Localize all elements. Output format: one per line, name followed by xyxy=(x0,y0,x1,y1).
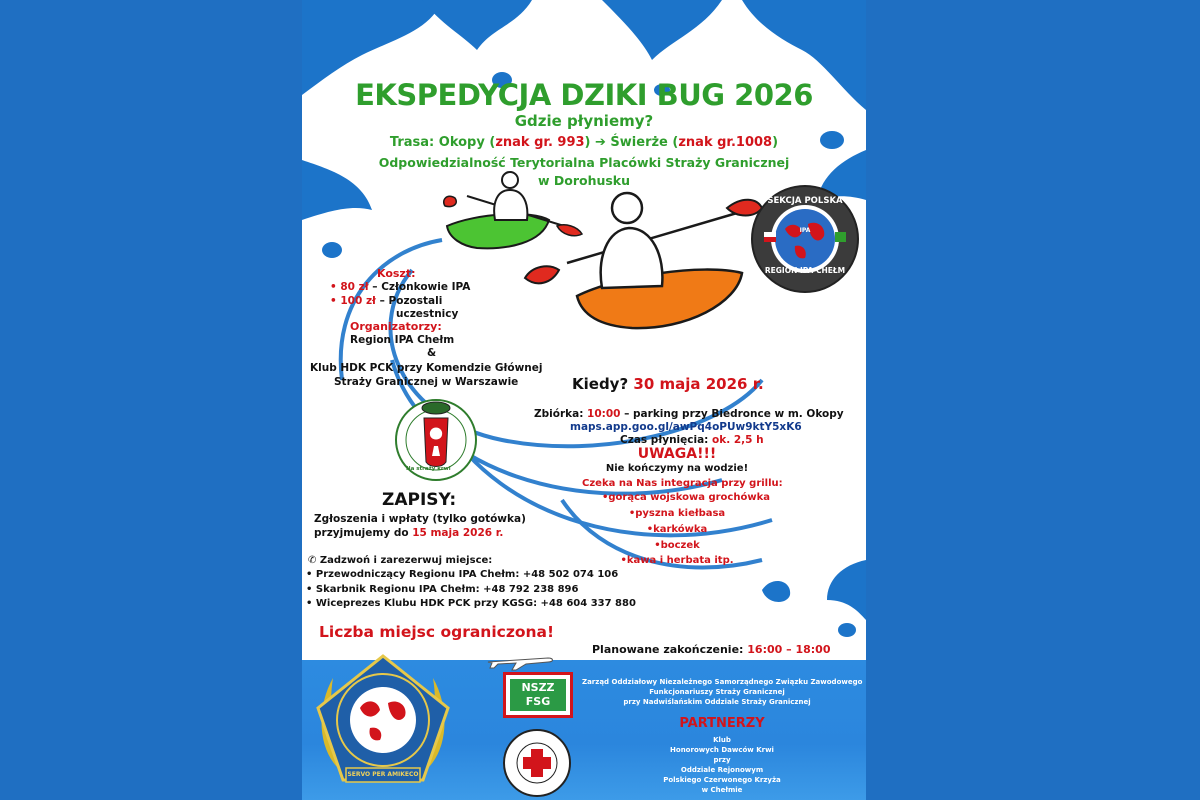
maps-link[interactable]: maps.app.goo.gl/awPq4oPUw9ktY5xK6 xyxy=(570,421,802,433)
cost-members-text: – Członkowie IPA xyxy=(368,281,471,293)
warning-line1: Nie kończymy na wodzie! xyxy=(605,463,749,474)
club-line: Klub xyxy=(713,736,731,744)
club-line: Polskiego Czerwonego Krzyża xyxy=(663,776,781,784)
when-label: Kiedy? xyxy=(572,375,629,393)
union-line1: Zarząd Oddziałowy Niezależnego Samorządnego Związku Zawodowego xyxy=(582,678,863,686)
grill-item: •kawa i herbata itp. xyxy=(620,555,734,566)
meeting-place: – parking przy Biedronce w m. Okopy xyxy=(624,408,844,420)
ipa-emblem-motto: SERVO PER AMIKECO xyxy=(347,771,419,778)
partners-heading: PARTNERZY xyxy=(679,716,765,731)
route-prefix: Trasa: Okopy ( xyxy=(389,135,496,150)
cost-item-members: • 80 zł – Członkowie IPA xyxy=(330,281,471,293)
route-middle: ) ➔ Świerże ( xyxy=(584,135,679,150)
union-line2: Funkcjonariuszy Straży Granicznej xyxy=(649,688,785,696)
route-sign1-label: znak gr. xyxy=(495,135,558,150)
end-time-line xyxy=(592,643,830,656)
event-date: 30 maja 2026 r. xyxy=(633,375,764,393)
event-title: EKSPEDYCJA DZIKI BUG 2026 xyxy=(355,78,813,112)
contacts-heading: Zadzwoń i zarezerwuj miejsce: xyxy=(319,555,493,566)
signup-heading: ZAPISY: xyxy=(382,490,457,510)
end-time-label: Planowane zakończenie: xyxy=(592,643,744,656)
organizer-hdk-line2: Straży Granicznej w Warszawie xyxy=(334,376,519,388)
union-line3: przy Nadwiślańskim Oddziale Straży Granicznej xyxy=(623,698,811,706)
club-line: Oddziale Rejonowym xyxy=(680,766,764,774)
end-time-value: 16:00 – 18:00 xyxy=(747,643,831,656)
cost-others-text2: uczestnicy xyxy=(396,308,459,320)
cost-others-price: 100 zł xyxy=(340,295,376,307)
grill-item: •boczek xyxy=(654,540,700,551)
organizers-heading: Organizatorzy: xyxy=(350,320,442,333)
cost-members-price: 80 zł xyxy=(340,281,369,293)
route-sign2-number: 1008 xyxy=(735,135,773,150)
signup-deadline: 15 maja 2026 r. xyxy=(412,527,504,539)
meeting-time: 10:00 xyxy=(587,408,621,420)
ipa-badge-top-text: SEKCJA POLSKA xyxy=(767,196,843,206)
contact-item: • Wiceprezes Klubu HDK PCK przy KGSG: +48 604 337 880 xyxy=(306,598,636,609)
grill-item: •gorąca wojskowa grochówka xyxy=(602,492,770,503)
limited-places-notice: Liczba miejsc ograniczona! xyxy=(319,623,555,641)
red-cross-logo xyxy=(502,728,572,798)
ipa-badge-center-text: IPA xyxy=(799,227,811,234)
duration-value: ok. 2,5 h xyxy=(712,434,764,446)
ipa-emblem xyxy=(308,648,458,788)
warning-heading: UWAGA!!! xyxy=(637,446,717,462)
signup-line2-prefix: przyjmujemy do xyxy=(314,527,413,539)
event-subtitle: Gdzie płyniemy? xyxy=(514,112,654,130)
nszz-label: NSZZ xyxy=(521,681,555,694)
organizer-hdk-line1: Klub HDK PCK przy Komendzie Głównej xyxy=(310,362,543,374)
contact-item: • Skarbnik Regionu IPA Chełm: +48 792 238 896 xyxy=(306,584,579,595)
event-poster xyxy=(302,0,866,800)
ipa-badge-bottom-text: REGION IPA CHEŁM xyxy=(764,266,846,275)
route-line xyxy=(302,135,866,150)
meeting-label: Zbiórka: xyxy=(534,408,584,420)
responsibility-line2: w Dorohusku xyxy=(537,173,631,188)
hdk-badge-bottom-text: Na straży krwi xyxy=(406,466,451,472)
meeting-line xyxy=(534,408,844,420)
airplane-icon xyxy=(486,648,556,672)
kayakers-illustration xyxy=(437,168,777,338)
cost-heading: Koszt: xyxy=(377,267,416,280)
organizer-and: & xyxy=(427,347,437,359)
contacts-heading-line xyxy=(308,555,492,566)
duration-label: Czas płynięcia: xyxy=(620,434,709,446)
club-line: Honorowych Dawców Krwi xyxy=(670,746,774,754)
when-line xyxy=(572,375,764,393)
organizer-ipa: Region IPA Chełm xyxy=(350,334,455,346)
route-sign2-label: znak gr. xyxy=(678,135,736,150)
route-sign1-number: 993 xyxy=(557,135,585,150)
cost-others-text: – Pozostali xyxy=(375,295,443,307)
fsg-label: FSG xyxy=(525,695,551,708)
grill-item: •karkówka xyxy=(646,524,708,535)
signup-line1: Zgłoszenia i wpłaty (tylko gotówka) xyxy=(314,513,526,525)
club-line: przy xyxy=(713,756,731,764)
contact-item: • Przewodniczący Regionu IPA Chełm: +48 502 074 106 xyxy=(306,569,619,580)
signup-line2 xyxy=(314,527,503,539)
club-line: w Chełmie xyxy=(701,786,743,794)
cost-item-others: • 100 zł – Pozostali xyxy=(330,295,443,307)
responsibility-line1: Odpowiedzialność Terytorialna Placówki Straży Granicznej xyxy=(378,155,790,170)
phone-icon: ✆ xyxy=(308,555,317,566)
duration-line xyxy=(620,434,764,446)
route-suffix: ) xyxy=(772,135,779,150)
partners-footer xyxy=(302,660,866,800)
nszz-fsg-logo xyxy=(503,672,573,718)
warning-line2: Czeka na Nas integracja przy grillu: xyxy=(582,478,783,489)
grill-item: •pyszna kiełbasa xyxy=(628,508,726,519)
